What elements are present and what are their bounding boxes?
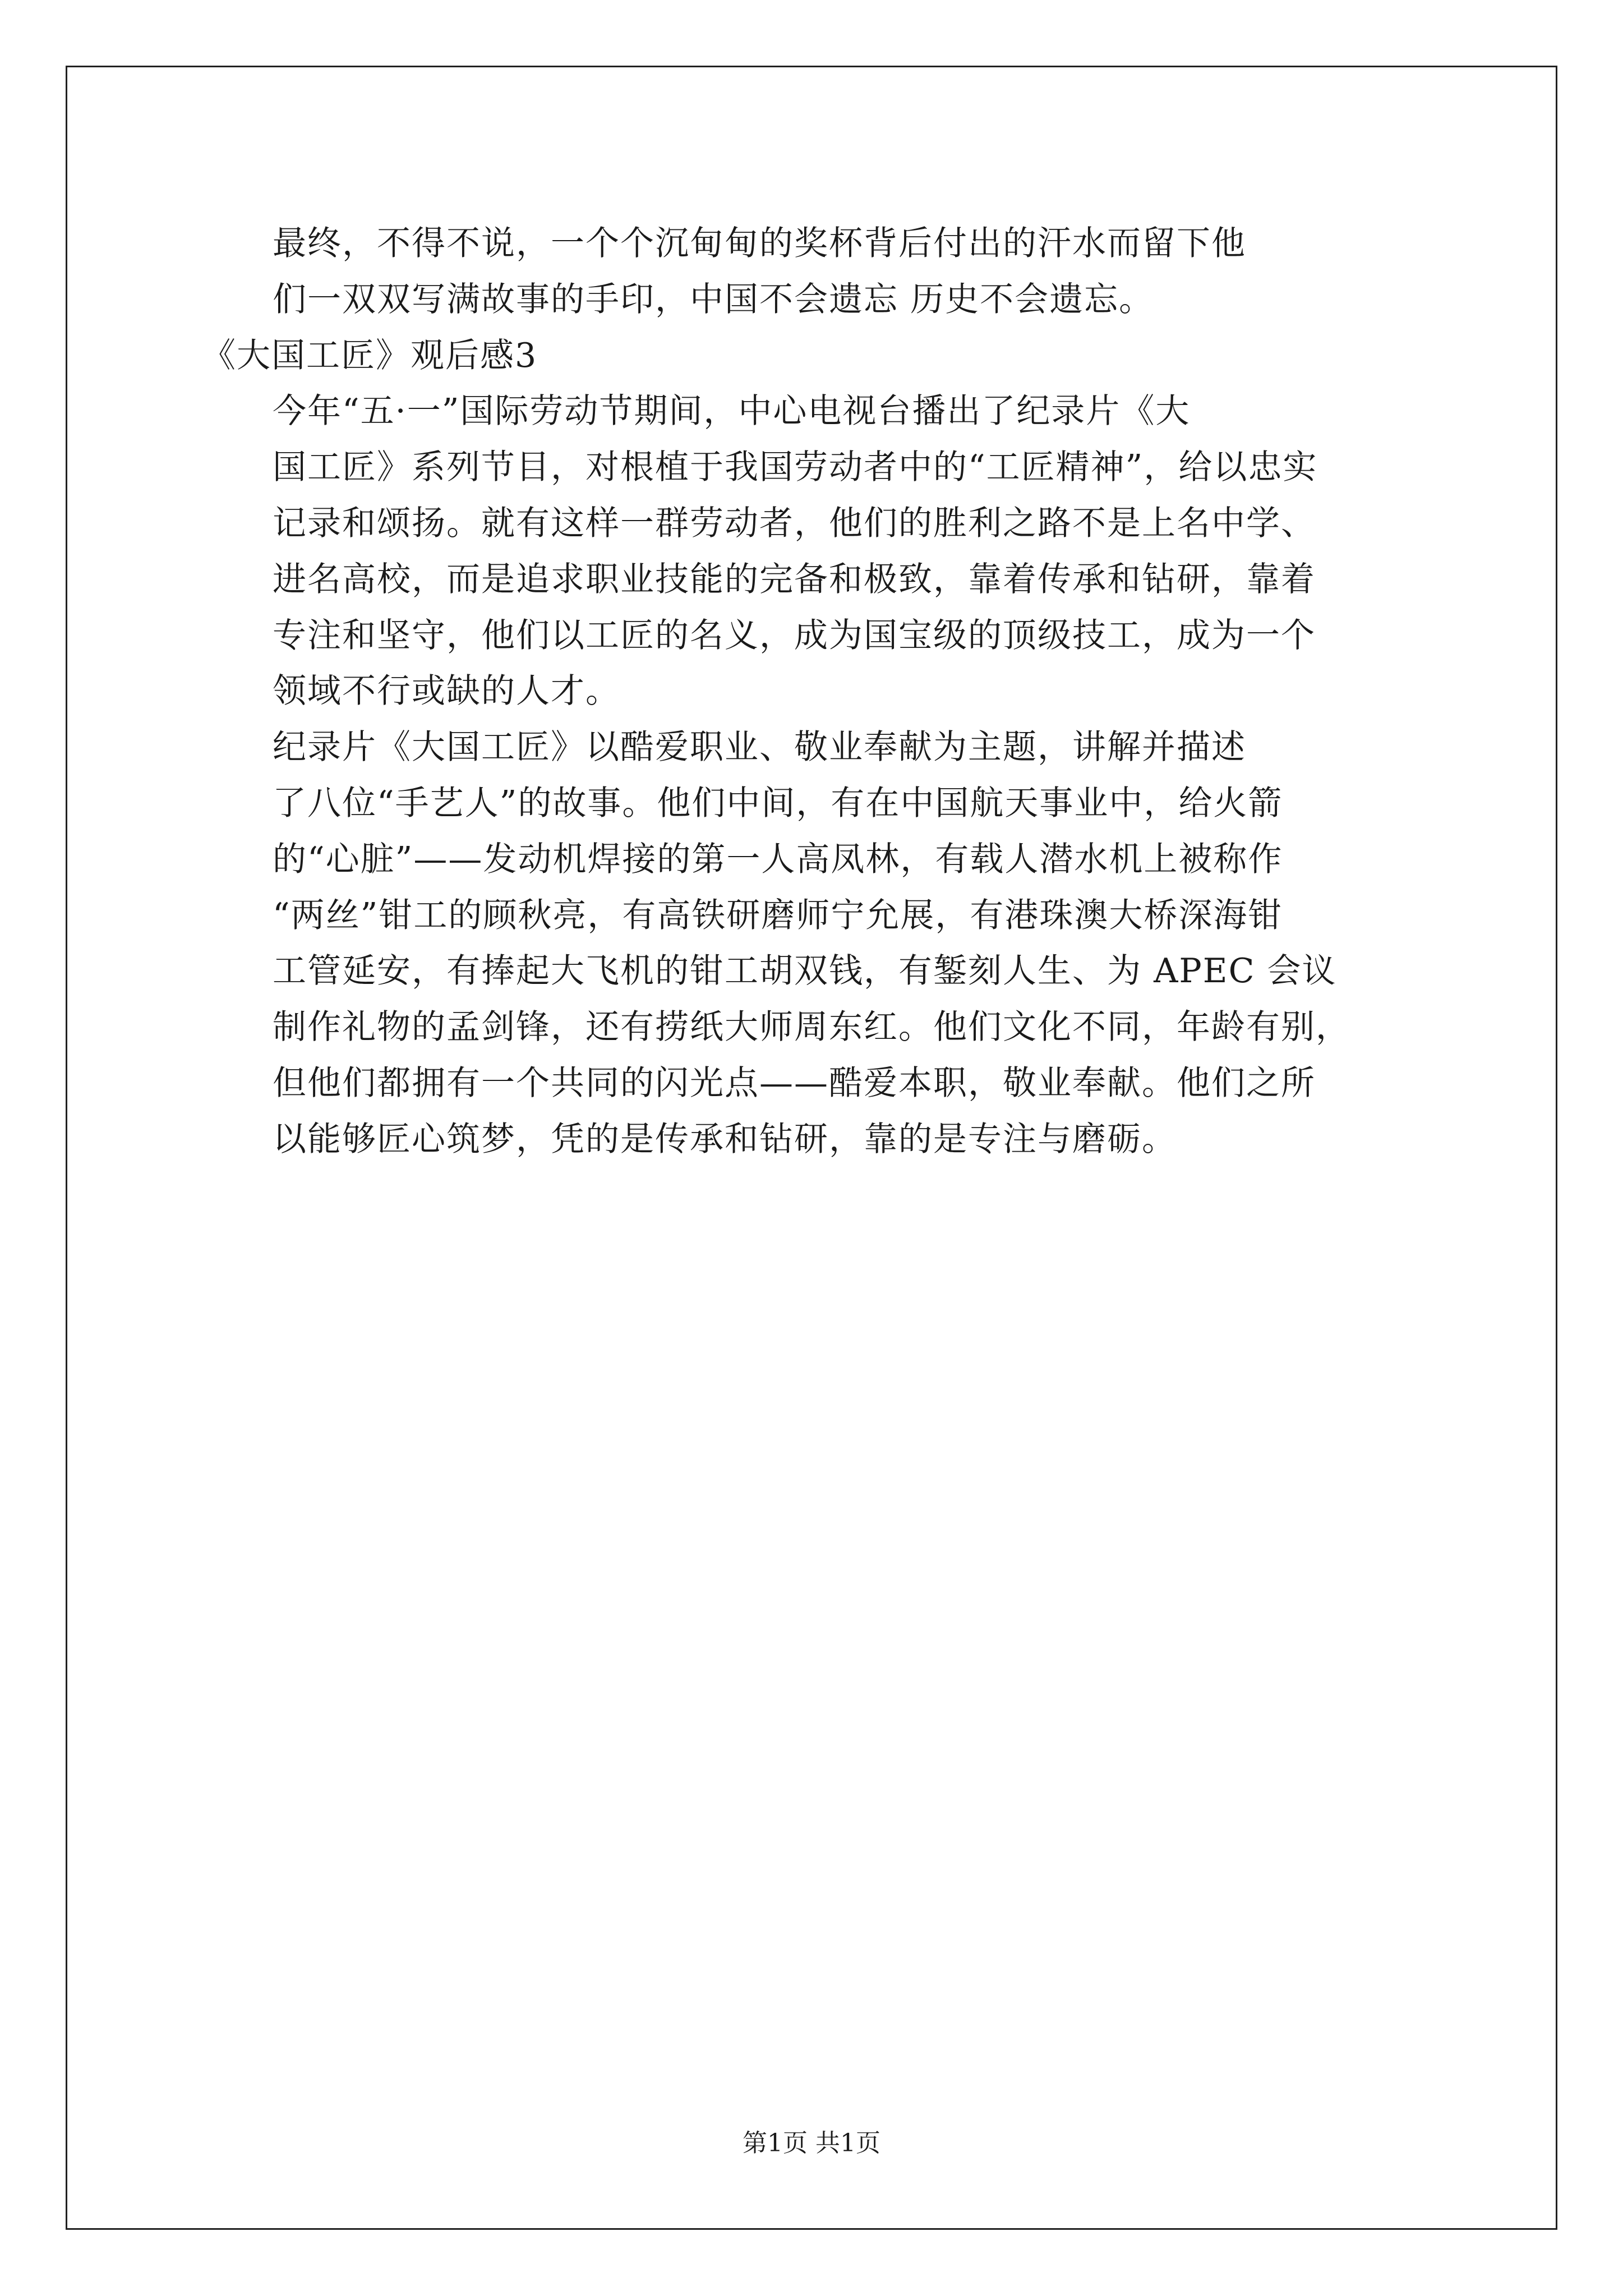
document-body: [202, 216, 1424, 1168]
text-line: 国工匠》系列节目，对根植于我国劳动者中的“工匠精神”，给以忠实: [273, 448, 1318, 487]
paragraph-intro: [202, 384, 1424, 720]
paragraph-conclusion: [202, 216, 1424, 328]
text-line: “两丝”钳工的顾秋亮，有高铁研磨师宁允展，有港珠澳大桥深海钳: [273, 895, 1283, 935]
text-line: 的“心脏”——发动机焊接的第一人高凤林，有载人潜水机上被称作: [273, 839, 1283, 879]
paragraph-documentary: [202, 720, 1424, 1167]
text-line: 但他们都拥有一个共同的闪光点——酷爱本职，敬业奉献。他们之所: [273, 1063, 1316, 1103]
heading-text: 《大国工匠》观后感3: [202, 335, 538, 375]
text-line: 以能够匠心筑梦，凭的是传承和钻研，靠的是专注与磨砺。: [273, 1119, 1177, 1159]
text-line: 纪录片《大国工匠》以酷爱职业、敬业奉献为主题，讲解并描述: [273, 728, 1246, 767]
section-heading: [202, 328, 1424, 384]
text-line: 们一双双写满故事的手印，中国不会遗忘 历史不会遗忘。: [273, 279, 1154, 319]
text-line: 工管延安，有捧起大飞机的钳工胡双钱，有錾刻人生、为 APEC 会议: [273, 951, 1337, 991]
text-line: 记录和颂扬。就有这样一群劳动者，他们的胜利之路不是上名中学、: [273, 503, 1316, 543]
page-number-footer: 第1页 共1页: [743, 2129, 880, 2157]
text-line: 最终，不得不说，一个个沉甸甸的奖杯背后付出的汗水而留下他: [273, 224, 1246, 263]
text-line: 制作礼物的孟剑锋，还有捞纸大师周东红。他们文化不同，年龄有别，: [273, 1007, 1350, 1047]
text-line: 今年“五·一”国际劳动节期间，中心电视台播出了纪录片《大: [273, 392, 1191, 431]
text-line: 了八位“手艺人”的故事。他们中间，有在中国航天事业中，给火箭: [273, 783, 1283, 823]
text-line: 专注和坚守，他们以工匠的名义，成为国宝级的顶级技工，成为一个: [273, 615, 1316, 655]
text-line: 进名高校，而是追求职业技能的完备和极致，靠着传承和钻研，靠着: [273, 559, 1316, 599]
text-line: 领域不行或缺的人才。: [273, 671, 620, 711]
